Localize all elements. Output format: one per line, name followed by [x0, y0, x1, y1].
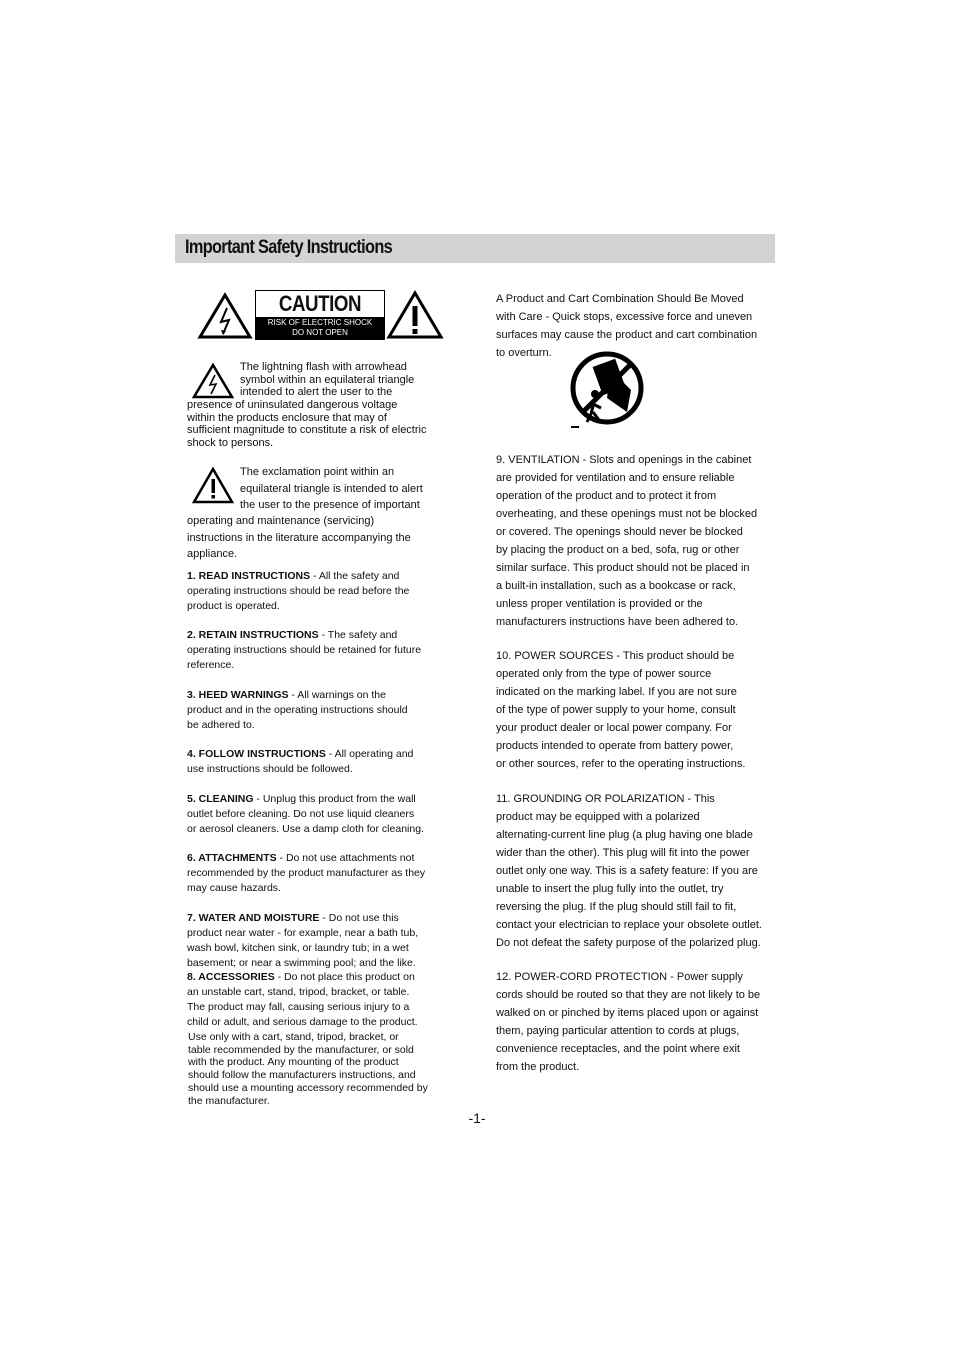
exclamation-warning-icon	[386, 290, 444, 340]
item-heading: 3. HEED WARNINGS	[187, 689, 289, 701]
lightning-description: The lightning flash with arrowhead symbol within an equilateral triangle intended to alert the user to the	[240, 361, 415, 398]
item-heading: 6. ATTACHMENTS	[187, 852, 277, 864]
power-sources-text: 10. POWER SOURCES - This product should be operated only from the type of power source indicated on the marking label. If you are not sure of the type of power supply to your home, consult your product dealer or local power company. For products intended to operate from battery power, or other sources, refer to the operating instructions.	[496, 650, 746, 770]
exclamation-description-cont: operating and maintenance (servicing) instructions in the literature accompanying the appliance.	[187, 515, 411, 560]
ventilation-text: 9. VENTILATION - Slots and openings in the cabinet are provided for ventilation and to ensure reliable operation of the product and to protect it from overheating, and these openings must not be blocked or covered. The openings should never be blocked by placing the product on a bed, sofa, rug or other similar surface. This product should not be placed in a built-in installation, such as a bookcase or rack, unless proper ventilation is provided or the manufacturers instructions have been adhered to.	[496, 454, 758, 628]
item-body: - Do not use attachments not recommended by the product manufacturer as they may cause hazards.	[187, 852, 426, 894]
exclamation-triangle-icon	[192, 467, 234, 505]
cart-tip-over-icon	[567, 350, 647, 432]
item-cleaning	[187, 792, 457, 837]
grounding-text: 11. GROUNDING OR POLARIZATION - This product may be equipped with a polarized alternating-current line plug (a plug having one blade wider than the other). This plug will fit into the power outlet only one way. This is a safety feature: If you are unable to insert the plug fully into the outlet, try reversing the plug. If the plug should still fail to fit, contact your electrician to replace your obsolete outlet. Do not defeat the safety purpose of the polarized plug.	[496, 793, 762, 949]
lightning-description-cont: presence of uninsulated dangerous voltage within the products enclosure that may of sufficient magnitude to constitute a risk of electric shock to persons.	[187, 399, 427, 449]
item-follow-instructions	[187, 747, 457, 777]
item-heading: 7. WATER AND MOISTURE	[187, 912, 320, 924]
page-title: Important Safety Instructions	[185, 237, 393, 258]
item-retain-instructions	[187, 628, 457, 673]
lightning-triangle-icon	[192, 363, 234, 399]
item-body: - The safety and operating instructions should be retained for future reference.	[187, 629, 422, 671]
item-accessories	[187, 970, 457, 1030]
item-body: - Unplug this product from the wall outlet before cleaning. Do not use liquid cleaners or aerosol cleaners. Use a damp cloth for cleaning.	[187, 793, 424, 835]
item-body: - Do not place this product on an unstable cart, stand, tripod, bracket, or table. The product may fall, causing serious injury to a child or adult, and serious damage to the product.	[187, 971, 418, 1028]
exclamation-description: The exclamation point within an equilateral triangle is intended to alert the user to the presence of important	[240, 466, 423, 511]
title-bar	[175, 234, 775, 263]
cart-warning-text: A Product and Cart Combination Should Be Moved with Care - Quick stops, excessive force and uneven surfaces may cause the product and cart combination to overturn.	[496, 293, 758, 359]
item-read-instructions	[187, 569, 457, 614]
item-heading: 4. FOLLOW INSTRUCTIONS	[187, 748, 326, 760]
item-water-moisture	[187, 911, 457, 971]
caution-label	[255, 290, 385, 340]
item-heading: 5. CLEANING	[187, 793, 254, 805]
item-body: - All operating and use instructions should be followed.	[187, 748, 414, 775]
power-cord-text: 12. POWER-CORD PROTECTION - Power supply cords should be routed so that they are not likely to be walked on or pinched by items placed upon or against them, paying particular attention to cords at plugs, convenience receptacles, and the point where exit from the product.	[496, 971, 761, 1073]
lightning-warning-icon	[197, 292, 253, 340]
item-body: - All the safety and operating instructions should be read before the product is operated.	[187, 570, 410, 612]
page-number: -1-	[468, 1110, 486, 1126]
item-body: - All warnings on the product and in the operating instructions should be adhered to.	[187, 689, 408, 731]
item-attachments	[187, 851, 457, 896]
item-accessories-cont: Use only with a cart, stand, tripod, bracket, or table recommended by the manufacturer, or sold with the product. Any mounting of the product should follow the manufacturers instructions, and should use a mounting accessory recommended by the manufacturer.	[188, 1031, 428, 1107]
caution-word: CAUTION	[278, 291, 362, 316]
caution-subtext: RISK OF ELECTRIC SHOCK DO NOT OPEN	[256, 317, 384, 339]
item-heading: 2. RETAIN INSTRUCTIONS	[187, 629, 319, 641]
item-body: - Do not use this product near water - for example, near a bath tub, wash bowl, kitchen sink, or laundry tub; in a wet basement; or near a swimming pool; and the like.	[187, 912, 419, 969]
item-heed-warnings	[187, 688, 457, 733]
item-heading: 8. ACCESSORIES	[187, 971, 275, 983]
item-heading: 1. READ INSTRUCTIONS	[187, 570, 311, 582]
